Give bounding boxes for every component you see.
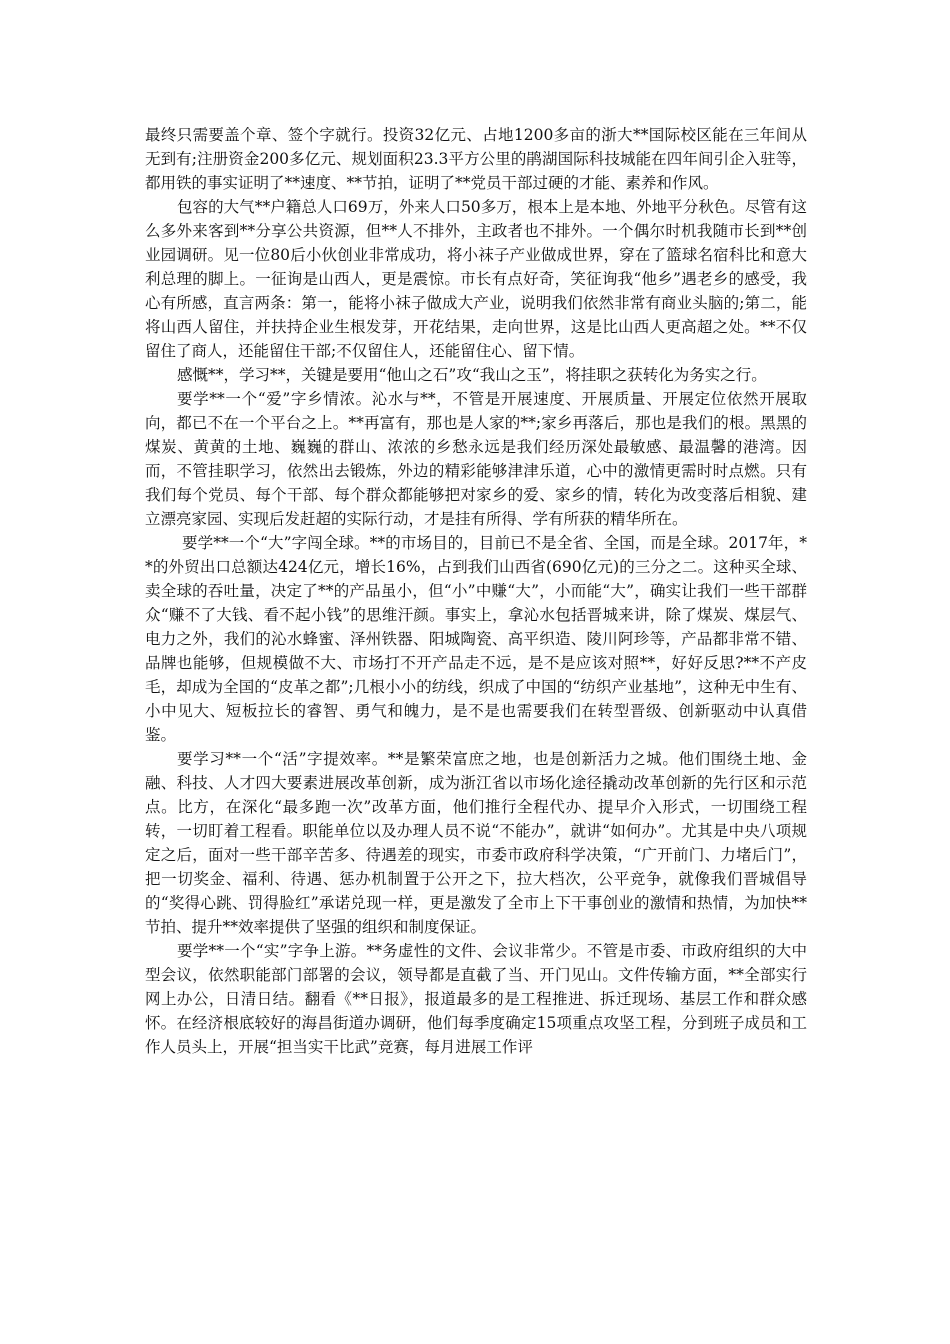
- paragraph-big: 要学**一个“大”字闯全球。**的市场目的，目前已不是全省、全国，而是全球。2017年，**的外贸出口总额达424亿元，增长16%，占到我们山西省(690亿元)的三分之二。这种买全球、卖全球的吞吐量，决定了**的产品虽小，但“小”中赚“大”，小而能“大”，确实让我们一些干部群众“赚不了大钱、看不起小钱”的思维汗颜。事实上，拿沁水包括晋城来讲，除了煤炭、煤层气、电力之外，我们的沁水蜂蜜、泽州铁器、阳城陶瓷、高平织造、陵川阿珍等，产品都非常不错、品牌也能够，但规模做不大、市场打不开产品走不远，是不是应该对照**，好好反思?**不产皮毛，却成为全国的“皮革之都”;几根小小的纺线，织成了中国的“纺织产业基地”，这种无中生有、小中见大、短板拉长的睿智、勇气和魄力，是不是也需要我们在转型晋级、创新驱动中认真借鉴。: [145, 534, 807, 744]
- paragraph-reflection: 感慨**，学习**，关键是要用“他山之石”攻“我山之玉”，将挂职之获转化为务实之行。: [177, 366, 767, 384]
- paragraph-active: 要学习**一个“活”字提效率。**是繁荣富庶之地，也是创新活力之城。他们围绕土地、金融、科技、人才四大要素进展改革创新，成为浙江省以市场化途径撬动改革创新的先行区和示范点。比方，在深化“最多跑一次”改革方面，他们推行全程代办、提早介入形式，一切围绕工程转，一切盯着工程看。职能单位以及办理人员不说“不能办”，就讲“如何办”。尤其是中央八项规定之后，面对一些干部辛苦多、待遇差的现实，市委市政府科学决策，“广开前门、力堵后门”，把一切奖金、福利、待遇、惩办机制置于公开之下，拉大档次，公平竞争，就像我们晋城倡导的“奖得心跳、罚得脸红”承诺兑现一样，更是激发了全市上下干事创业的激情和热情，为加快**节拍、提升**效率提供了坚强的组织和制度保证。: [145, 750, 807, 936]
- document-page: [145, 123, 807, 1059]
- paragraph-practical: 要学**一个“实”字争上游。**务虚性的文件、会议非常少。不管是市委、市政府组织的大中型会议，依然职能部门部署的会议，领导都是直截了当、开门见山。文件传输方面，**全部实行网上办公，日清日结。翻看《**日报》，报道最多的是工程推进、拆迁现场、基层工作和群众感怀。在经济根底较好的海昌街道办调研，他们每季度确定15项重点攻坚工程，分到班子成员和工作人员头上，开展“担当实干比武”竞赛，每月进展工作评: [145, 942, 807, 1056]
- paragraph-love: 要学**一个“爱”字乡情浓。沁水与**，不管是开展速度、开展质量、开展定位依然开展取向，都已不在一个平台之上。**再富有，那也是人家的**;家乡再落后，那也是我们的根。黑黑的煤炭、黄黄的土地、巍巍的群山、浓浓的乡愁永远是我们经历深处最敏感、最温馨的港湾。因而，不管挂职学习，依然出去锻炼，外边的精彩能够津津乐道，心中的激情更需时时点燃。只有我们每个党员、每个干部、每个群众都能够把对家乡的爱、家乡的情，转化为改变落后相貌、建立漂亮家园、实现后发赶超的实际行动，才是挂有所得、学有所获的精华所在。: [145, 390, 807, 528]
- paragraph-inclusive: 包容的大气**户籍总人口69万，外来人口50多万，根本上是本地、外地平分秋色。尽管有这么多外来客到**分享公共资源，但**人不排外，主政者也不排外。一个偶尔时机我随市长到**创业园调研。见一位80后小伙创业非常成功，将小袜子产业做成世界，穿在了篮球名宿科比和意大利总理的脚上。一征询是山西人，更是震惊。市长有点好奇，笑征询我“他乡”遇老乡的感受，我心有所感，直言两条：第一，能将小袜子做成大产业，说明我们依然非常有商业头脑的;第二，能将山西人留住，并扶持企业生根发芽，开花结果，走向世界，这是比山西人更高超之处。**不仅留住了商人，还能留住干部;不仅留住人，还能留住心、留下情。: [145, 198, 807, 360]
- paragraph-speed: 最终只需要盖个章、签个字就行。投资32亿元、占地1200多亩的浙大**国际校区能在三年间从无到有;注册资金200多亿元、规划面积23.3平方公里的鹃湖国际科技城能在四年间引企入驻等，都用铁的事实证明了**速度、**节拍，证明了**党员干部过硬的才能、素养和作风。: [145, 126, 807, 192]
